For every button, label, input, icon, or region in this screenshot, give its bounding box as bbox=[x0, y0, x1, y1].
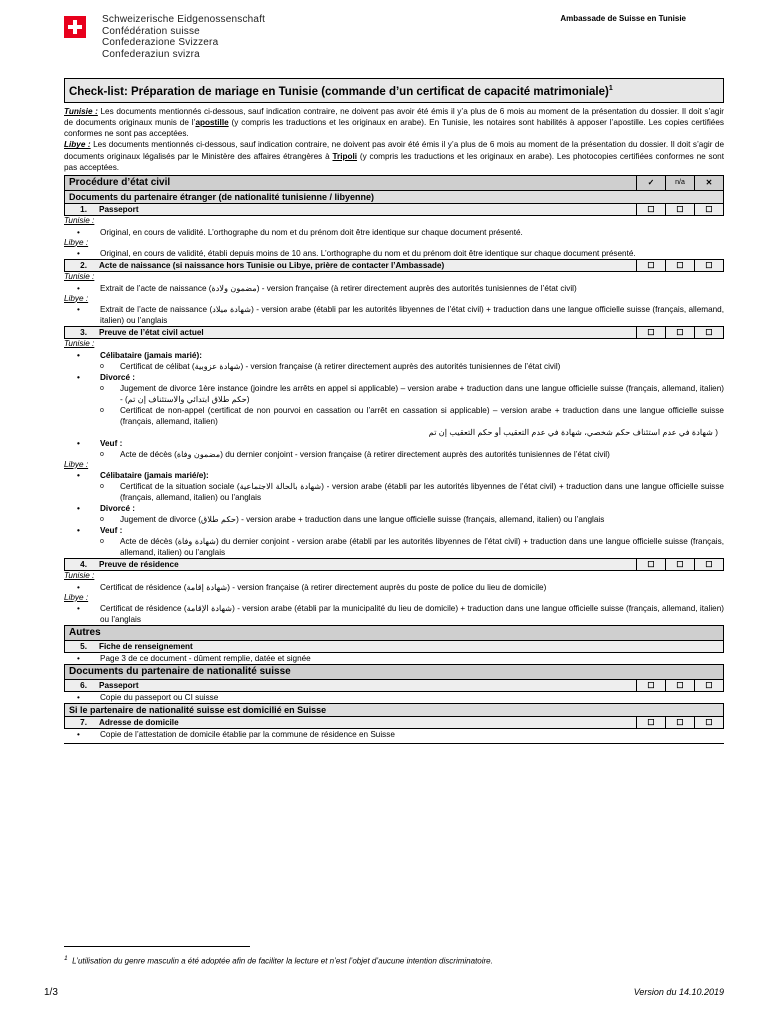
section-header-autres: Autres bbox=[64, 625, 724, 641]
checkbox-no[interactable]: ☐ bbox=[694, 260, 723, 271]
list-item: • Célibataire (jamais marié): bbox=[64, 350, 724, 361]
arabic-text: ( شهادة في عدم استئناف حكم شخصي، شهادة في عدم التعقيب أو حكم التعقيب إن تم bbox=[428, 427, 718, 437]
list-item: • Veuf : bbox=[64, 438, 724, 449]
item-passeport-suisse: 6. Passeport ☐ ☐ ☐ bbox=[64, 680, 724, 692]
checkbox-no[interactable]: ☐ bbox=[694, 717, 723, 728]
subsection-partenaire-etranger: Documents du partenaire étranger (de nationalité tunisienne / libyenne) bbox=[64, 191, 724, 204]
country-label: Tunisie : bbox=[64, 571, 95, 581]
checkbox-yes[interactable]: ☐ bbox=[636, 559, 665, 570]
sub-list-item: o Certificat de célibat (شهادة عزوبية) - version française (à retirer directement auprès des autorités tunisiennes de l’état civil) bbox=[64, 361, 724, 372]
list-item: • Copie du passeport ou CI suisse bbox=[64, 692, 724, 703]
checkbox-na[interactable]: ☐ bbox=[665, 717, 694, 728]
country-label: Libye : bbox=[64, 459, 89, 469]
sub-list-item: o Acte de décès (مضمون وفاة) du dernier conjoint - version française (à retirer directement auprès des autorités tunisiennes de l’état civil) bbox=[64, 449, 724, 460]
footnote-divider bbox=[64, 946, 250, 947]
checkbox-na[interactable]: ☐ bbox=[665, 680, 694, 691]
checkbox-yes[interactable]: ☐ bbox=[636, 717, 665, 728]
section-header-partenaire-suisse: Documents du partenaire de nationalité suisse bbox=[64, 664, 724, 680]
checkbox-yes[interactable]: ☐ bbox=[636, 260, 665, 271]
checkbox-no[interactable]: ☐ bbox=[694, 327, 723, 338]
checkbox-yes[interactable]: ☐ bbox=[636, 204, 665, 215]
list-item: • Veuf : bbox=[64, 525, 724, 536]
list-item: • Original, en cours de validité. L’orthographe du nom et du prénom doit être identique sur chaque document présenté. bbox=[64, 227, 724, 238]
sub-list-item: o Jugement de divorce (حكم طلاق) - version arabe + traduction dans une langue officielle suisse (français, allemand, italien) ou l’anglais bbox=[64, 514, 724, 525]
country-label: Libye : bbox=[64, 293, 89, 303]
item-acte-naissance: 2. Acte de naissance (si naissance hors Tunisie ou Libye, prière de contacter l’Ambassade) ☐ ☐ ☐ bbox=[64, 259, 724, 272]
checkbox-no[interactable]: ☐ bbox=[694, 680, 723, 691]
list-item: • Certificat de résidence (شهادة الإقامة) - version arabe (établi par la municipalité du lieu de domicile) + traduction dans une langue officielle suisse (français, allemand, italien) ou l’anglais bbox=[64, 603, 724, 625]
list-item: • Extrait de l’acte de naissance (شهادة ميلاد) - version arabe (établi par les autorités libyennes de l’état civil) + traduction dans une langue officielle suisse (français, allemand, italien) ou l’anglais bbox=[64, 304, 724, 326]
checkbox-na[interactable]: ☐ bbox=[665, 327, 694, 338]
country-label: Tunisie : bbox=[64, 339, 95, 349]
item-fiche-renseignement: 5. Fiche de renseignement bbox=[64, 641, 724, 653]
checklist bbox=[64, 78, 724, 744]
sub-list-item: o Certificat de non-appel (certificat de non pourvoi en cassation ou l’arrêt en cassation si applicable) – version arabe + traduction dans une langue officielle suisse (français, allemand, italien) bbox=[64, 405, 724, 427]
sub-list-item: o Certificat de la situation sociale (شهادة بالحالة الاجتماعية) - version arabe (établi par les autorités libyennes de l’état civil) + traduction dans une langue officielle suisse (français, allemand, italien) ou l’anglais bbox=[64, 481, 724, 503]
page-header bbox=[64, 14, 724, 74]
section-header-etat-civil: Procédure d’état civil ✓ n/a ✕ bbox=[64, 175, 724, 191]
checkbox-na[interactable]: ☐ bbox=[665, 204, 694, 215]
swiss-cross-logo bbox=[64, 16, 86, 38]
checkbox-no[interactable]: ☐ bbox=[694, 204, 723, 215]
list-item: • Copie de l’attestation de domicile établie par la commune de résidence en Suisse bbox=[64, 729, 724, 744]
checkbox-yes[interactable]: ☐ bbox=[636, 680, 665, 691]
country-label: Libye : bbox=[64, 592, 89, 602]
checkbox-no[interactable]: ☐ bbox=[694, 559, 723, 570]
country-label: Libye : bbox=[64, 237, 89, 247]
country-label: Tunisie : bbox=[64, 216, 95, 226]
checkbox-na[interactable]: ☐ bbox=[665, 260, 694, 271]
list-item: • Célibataire (jamais marié/e): bbox=[64, 470, 724, 481]
list-item: • Divorcé : bbox=[64, 372, 724, 383]
na-column-header: n/a bbox=[665, 176, 694, 190]
list-item: • Extrait de l’acte de naissance (مضمون ولادة) - version française (à retirer directement auprès des autorités tunisiennes de l’état civil) bbox=[64, 283, 724, 294]
check-icon: ✓ bbox=[636, 176, 665, 190]
item-passeport: 1. Passeport ☐ ☐ ☐ bbox=[64, 204, 724, 216]
item-etat-civil-actuel: 3. Preuve de l’état civil actuel ☐ ☐ ☐ bbox=[64, 326, 724, 339]
sub-list-item: o Jugement de divorce 1ère instance (joindre les arrêts en appel si applicable) – version arabe + traduction dans une langue officielle suisse (français, allemand, italien) - (حكم طلاق ابتدائي والاستئناف إن تم) bbox=[64, 383, 724, 405]
intro-text: Tunisie : Les documents mentionnés ci-dessous, sauf indication contraire, ne doivent pas avoir été émis il y’a plus de 6 mois au moment de la présentation du dossier. Il doit s’agir de documents originaux munis de l’apostille (y compris les traductions et les originaux en arabe). En Tunisie, les notaires sont habilités à apposer l’apostille. Les copies certifiées conformes ne sont pas acceptées. Libye : Les documents mentionnés ci-dessous, sauf indication contraire, ne doivent pas avoir été émis il y’a plus de 6 mois au moment de la présentation du dossier. Il doit s’agir de documents originaux légalisés par le Ministère des affaires étrangères à Tripoli (y compris les traductions et les originaux en arabe). Les photocopies certifiées conformes ne sont pas acceptées. bbox=[64, 106, 725, 172]
item-adresse-domicile: 7. Adresse de domicile ☐ ☐ ☐ bbox=[64, 717, 724, 729]
subsection-domicile-suisse: Si le partenaire de nationalité suisse est domicilié en Suisse bbox=[64, 703, 724, 717]
list-item: • Page 3 de ce document - dûment remplie, datée et signée bbox=[64, 653, 724, 664]
federation-line: Confédération suisse bbox=[102, 25, 200, 37]
list-item: • Original, en cours de validité, établi depuis moins de 10 ans. L’orthographe du nom et du prénom doit être identique sur chaque document présenté. bbox=[64, 248, 724, 259]
version-date: Version du 14.10.2019 bbox=[633, 987, 724, 997]
embassy-name: Ambassade de Suisse en Tunisie bbox=[560, 14, 686, 23]
federation-line: Schweizerische Eidgenossenschaft bbox=[102, 14, 266, 25]
country-label: Tunisie : bbox=[64, 272, 95, 282]
cross-icon: ✕ bbox=[694, 176, 723, 190]
document-title: Check-list: Préparation de mariage en Tunisie (commande d’un certificat de capacité matrimoniale)$^1$ bbox=[64, 78, 724, 103]
list-item: • Certificat de résidence (شهادة إقامة) - version française (à retirer directement auprès du poste de police du lieu de domicile) bbox=[64, 582, 724, 593]
federation-names bbox=[102, 14, 265, 60]
checkbox-yes[interactable]: ☐ bbox=[636, 327, 665, 338]
federation-line: Confederaziun svizra bbox=[102, 48, 200, 60]
checkbox-na[interactable]: ☐ bbox=[665, 559, 694, 570]
sub-list-item: o Acte de décès (شهادة وفاة) du dernier conjoint - version arabe (établi par les autorités libyennes de l’état civil) + traduction dans une langue officielle suisse (français, allemand, italien) ou l’anglais bbox=[64, 536, 724, 558]
page-number: 1/3 bbox=[44, 987, 58, 998]
footnote: $^1$ L’utilisation du genre masculin a été adoptée afin de faciliter la lecture et n’est l’objet d’aucune intention discriminatoire. bbox=[64, 955, 493, 966]
federation-line: Confederazione Svizzera bbox=[102, 37, 219, 48]
item-preuve-residence: 4. Preuve de résidence ☐ ☐ ☐ bbox=[64, 558, 724, 571]
list-item: • Divorcé : bbox=[64, 503, 724, 514]
